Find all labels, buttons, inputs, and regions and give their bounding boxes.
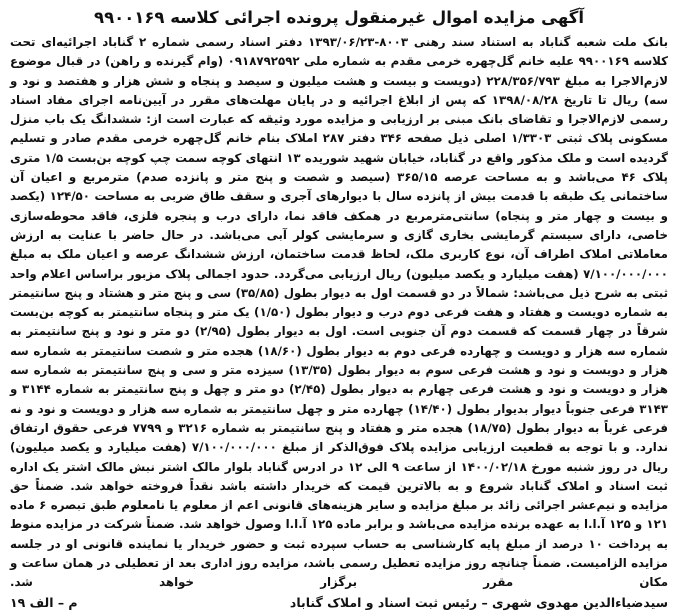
notice-body: بانک ملت شعبه گناباد به استناد سند رهنی ۸۰۰۳-۱۳۹۳/۰۶/۲۳ دفتر اسناد رسمی شماره ۲ گناباد اجرائیه‌ای تحت کلاسه ۹۹۰۰۱۶۹ علیه خانم گل‌چهره خرمی مقدم به شماره ملی ۰۹۱۸۷۹۲۵۹۲ (وام گیرنده و راهن) در قبال موضوع لازم‌الاجرا به مبلغ ۲۲۸/۳۵۶/۷۹۳ (دویست و بیست و هشت میلیون و سیصد و پنجاه و شش هزار و هفتصد و نود و سه) ریال تا تاریخ ۱۳۹۸/۰۸/۲۸ که پس از ابلاغ اجرائیه و در پایان مهلت‌های مقرر در آیین‌نامه اجرای مفاد اسناد رسمی لازم‌الاجرا و تقاضای بانک مبنی بر ارزیابی و مزایده مورد وثیقه که عبارت است از: ششدانگ یک باب منزل مسکونی پلاک ثبتی ۱/۳۳۰۳ اصلی ذیل صفحه ۳۴۶ دفتر ۲۸۷ املاک بنام خانم گل‌چهره خرمی مقدم صادر و تسلیم گردیده است و ملک مذکور واقع در گناباد، خیابان شهید شوریده ۱۳ انتهای کوچه سمت چپ کوچه بن‌بست ۱/۵ متری پلاک ۴۶ می‌باشد و به مساحت عرصه ۳۶۵/۱۵ (سیصد و شصت و پنج متر و پانزده صدم) مترمربع و اعیان آن ساختمانی یک طبقه با قدمت بیش از پانزده سال با دیوارهای آجری و سقف طاق ضربی به مساحت ۱۲۴/۵۰ (یکصد و بیست و چهار متر و پنجاه) سانتی‌مترمربع در همکف فاقد نما، دارای درب و پنجره فلزی، فاقد محوطه‌سازی خاصی، دارای سیستم گرمایشی بخاری گازی و سرمایشی کولر آبی می‌باشد. در حال حاضر با عنایت به ارزش معاملاتی املاک اطراف آن، نوع کاربری ملک، لحاظ قدمت ساختمان، ارزش ششدانگ عرصه و اعیان ملک به مبلغ ۷/۱۰۰/۰۰۰/۰۰۰ (هفت میلیارد و یکصد میلیون) ریال ارزیابی می‌گردد. حدود اجمالی پلاک مزبور براساس اعلام واحد ثبتی به شرح ذیل می‌باشد: شمالاً در دو قسمت اول به دیوار بطول (۳۵/۸۵) سی و پنج متر و هشتاد و پنج سانتیمتر به شماره دویست و هفتاد و هفت فرعی دوم درب و دیوار بطول (۱/۵۰) یک متر و پنجاه سانتیمتر به کوچه بن‌بست شرقاً در چهار قسمت که قسمت دوم آن جنوبی است. اول به دیوار بطول (۲/۹۵) دو متر و نود و پنج سانتیمتر به شماره سه هزار و دویست و چهارده فرعی دوم به دیوار بطول (۱۸/۶۰) هجده متر و شصت سانتیمتر به شماره سه هزار و دویست و نود و هشت فرعی سوم به دیوار بطول (۱۳/۳۵) سیزده متر و سی و پنج سانتیمتر به شماره سه هزار و دویست و نود و هشت فرعی چهارم به دیوار بطول (۲/۴۵) دو متر و چهل و پنج سانتیمتر به شماره ۳۱۴۴ و ۳۱۴۳ فرعی جنوباً دیوار بدیوار بطول (۱۴/۴۰) چهارده متر و چهل سانتیمتر به شماره سه هزار و دویست و نود و نه فرعی غرباً به دیوار بطول (۱۸/۷۵) هجده متر و هفتاد و پنج سانتیمتر به شماره ۳۲۱۶ و ۷۷۹۹ فرعی حقوق ارتفاق ندارد. و با توجه به قطعیت ارزیابی مزایده پلاک فوق‌الذکر از مبلغ ۷/۱۰۰/۰۰۰/۰۰۰ (هفت میلیارد و یکصد میلیون) ریال در روز شنبه مورخ ۱۴۰۰/۰۲/۱۸ از ساعت ۹ الی ۱۲ در ادرس گناباد بلوار مالک اشتر نبش مالک اشتر یک اداره ثبت اسناد و املاک گناباد شروع و به بالاترین قیمت که خریدار داشته باشد نقداً فروخته خواهد شد. ضمناً حق مزایده و نیم‌عشر اجرائی زائد بر مبلغ مزایده و سایر هزینه‌های قانونی اعم از معلوم یا نامعلوم طبق تبصره ۶ ماده ۱۲۱ و ۱۲۵ آ.ا.ا به عهده برنده مزایده می‌باشد و برابر ماده ۱۲۵ آ.ا.ا وصول خواهد شد. ضمناً شرکت در مزایده منوط به پرداخت ۱۰ درصد از مبلغ پایه کارشناسی به حساب سپرده ثبت و حضور خریدار یا نماینده قانونی او در جلسه مزایده الزامیست. ضمناً چنانچه روز مزایده تعطیل رسمی باشد، مزایده روز اداری بعد از تعطیلی در همان ساعت و مکان مقرر برگزار خواهد شد. [10, 35, 669, 590]
reference-number: م – الف ۱۹ [10, 594, 78, 610]
signature-line: سیدضیاءالدین مهدوی شهری – رئیس ثبت اسناد و املاک گناباد [289, 594, 668, 610]
notice-footer [10, 593, 668, 613]
notice-title: آگهی مزایده اموال غیرمنقول پرونده اجرائی کلاسه ۹۹۰۰۱۶۹ [94, 8, 584, 27]
